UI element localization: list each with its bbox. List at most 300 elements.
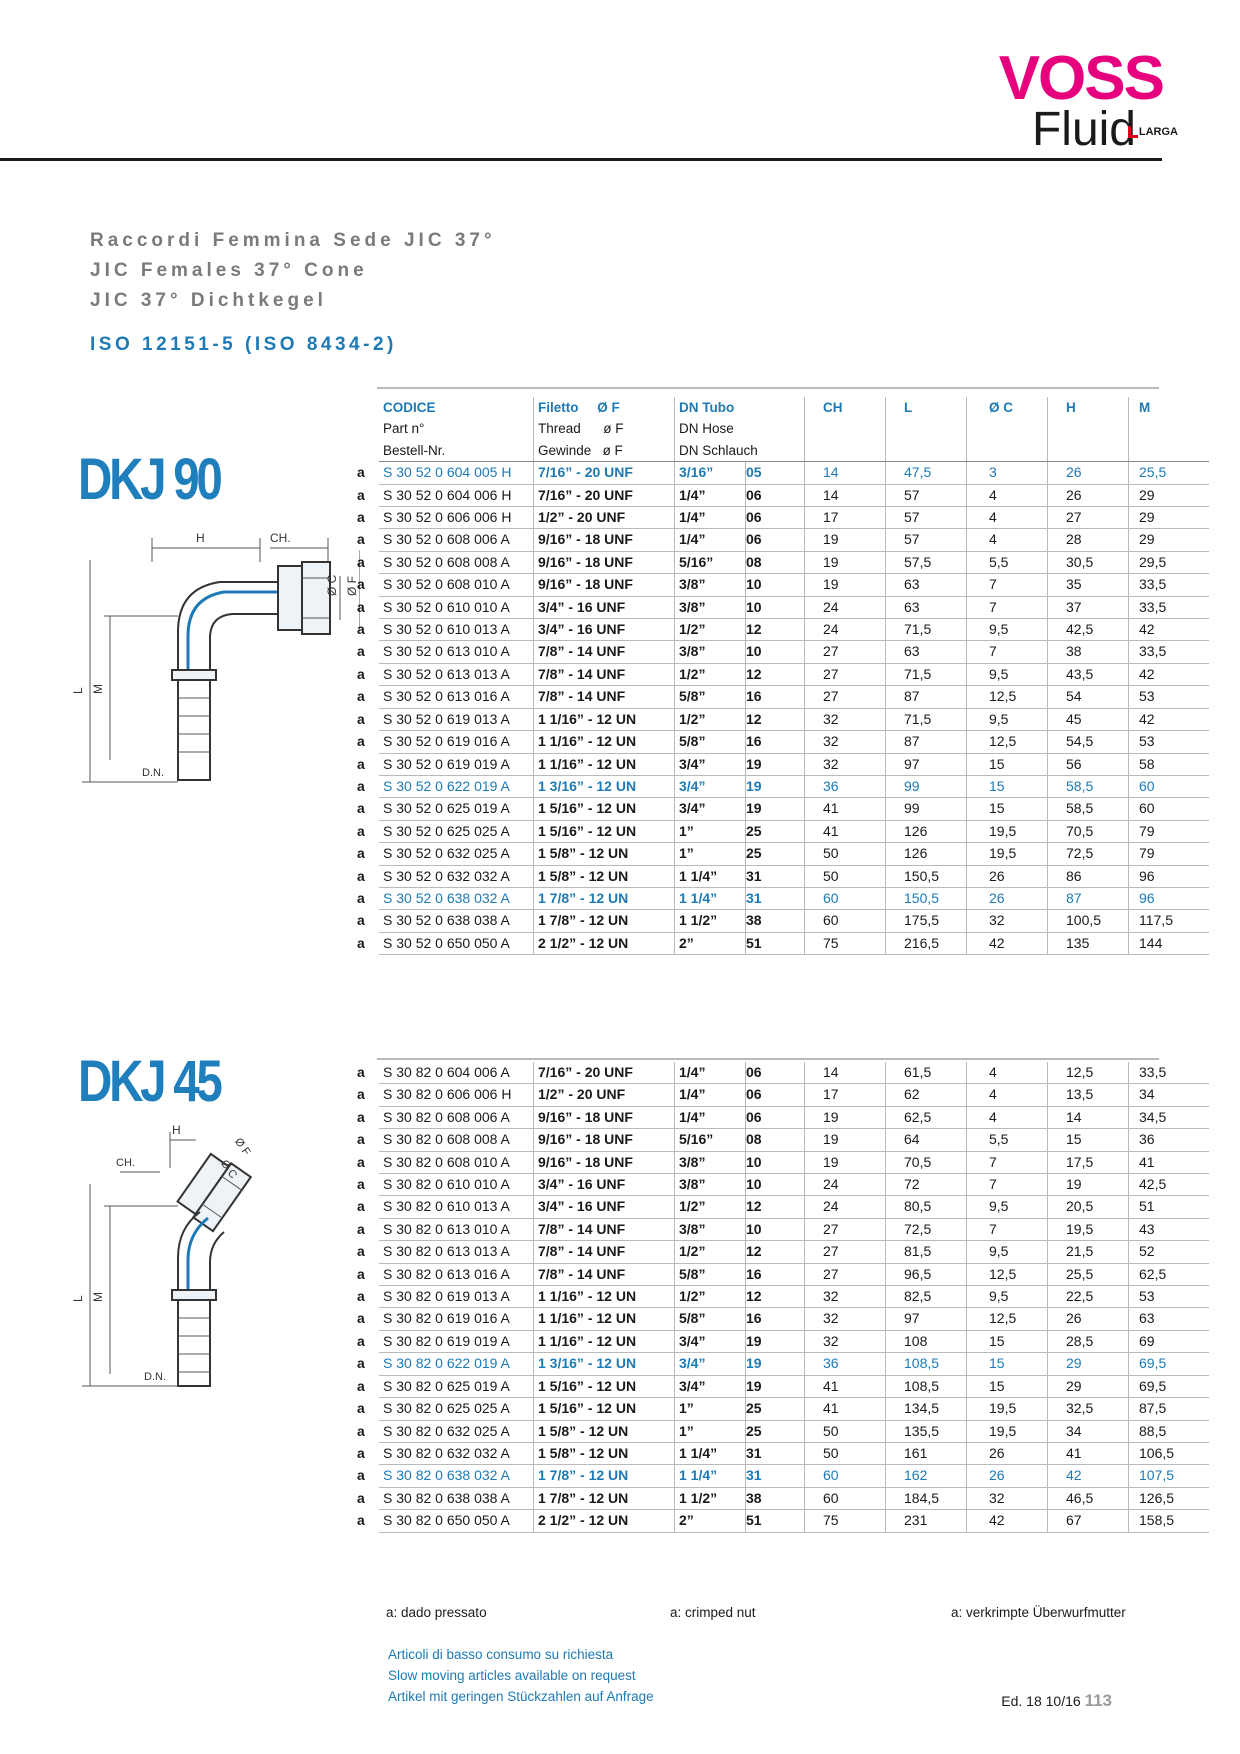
dn-size: 1/2” [675, 708, 746, 730]
c-value: 19,5 [967, 820, 1048, 842]
row-mark: a [357, 1377, 365, 1394]
part-number: S 30 52 0 610 010 A [379, 596, 534, 618]
ch-value: 17 [805, 1084, 886, 1106]
ch-value: 27 [805, 663, 886, 685]
dn-number: 12 [746, 708, 805, 730]
dn-number: 38 [746, 1487, 805, 1509]
dn-size: 3/8” [675, 1174, 746, 1196]
ch-value: 24 [805, 596, 886, 618]
dn-size: 5/8” [675, 1263, 746, 1285]
m-value: 42 [1129, 619, 1210, 641]
table-row [355, 932, 1209, 954]
part-number: S 30 52 0 625 025 A [379, 820, 534, 842]
c-value: 9,5 [967, 1241, 1048, 1263]
ch-value: 32 [805, 708, 886, 730]
dn-size: 1” [675, 1420, 746, 1442]
part-number: S 30 52 0 604 006 H [379, 484, 534, 506]
ch-value: 27 [805, 641, 886, 663]
l-value: 162 [886, 1465, 967, 1487]
m-value: 42 [1129, 663, 1210, 685]
l-value: 63 [886, 641, 967, 663]
thread: 9/16” - 18 UNF [534, 551, 675, 573]
part-number: S 30 82 0 625 019 A [379, 1375, 534, 1397]
ch-value: 24 [805, 1174, 886, 1196]
row-mark: a [357, 1332, 365, 1349]
h-value: 29 [1048, 1375, 1129, 1397]
c-value: 4 [967, 507, 1048, 529]
row-mark: a [357, 777, 365, 794]
h-value: 87 [1048, 887, 1129, 909]
row-mark: a [357, 1288, 365, 1305]
c-value: 12,5 [967, 686, 1048, 708]
l-value: 97 [886, 1308, 967, 1330]
part-number: S 30 52 0 619 013 A [379, 708, 534, 730]
thread: 1 7/8” - 12 UN [534, 910, 675, 932]
ch-value: 32 [805, 1286, 886, 1308]
dn-size: 1/2” [675, 1196, 746, 1218]
row-mark: a [357, 665, 365, 682]
row-mark: a [357, 822, 365, 839]
dn-size: 5/8” [675, 686, 746, 708]
dkj45-dim-ch: CH. [116, 1157, 135, 1169]
hdr-dntubo: DN Tubo [679, 400, 735, 415]
m-value: 87,5 [1129, 1398, 1210, 1420]
dn-size: 3/4” [675, 753, 746, 775]
hdr-codice: CODICE [383, 400, 436, 415]
thread: 7/8” - 14 UNF [534, 1241, 675, 1263]
thread: 1 5/8” - 12 UN [534, 1442, 675, 1464]
dn-size: 2” [675, 932, 746, 954]
ch-value: 50 [805, 865, 886, 887]
dn-size: 3/4” [675, 1375, 746, 1397]
h-value: 27 [1048, 507, 1129, 529]
table-row [355, 1465, 1209, 1487]
ch-value: 27 [805, 686, 886, 708]
part-number: S 30 52 0 638 038 A [379, 910, 534, 932]
m-value: 36 [1129, 1129, 1210, 1151]
row-mark: a [357, 509, 365, 526]
l-value: 216,5 [886, 932, 967, 954]
c-value: 19,5 [967, 1398, 1048, 1420]
dn-size: 3/8” [675, 574, 746, 596]
thread: 1 5/16” - 12 UN [534, 798, 675, 820]
dn-number: 25 [746, 843, 805, 865]
table-row [355, 1263, 1209, 1285]
thread: 1/2” - 20 UNF [534, 1084, 675, 1106]
m-value: 42 [1129, 708, 1210, 730]
title-english: JIC Females 37° Cone [90, 260, 368, 281]
part-number: S 30 52 0 608 006 A [379, 529, 534, 551]
thread: 1 1/16” - 12 UN [534, 1286, 675, 1308]
thread: 7/8” - 14 UNF [534, 641, 675, 663]
row-mark: a [357, 553, 365, 570]
h-value: 45 [1048, 708, 1129, 730]
hdr-thread-en: Thread [538, 421, 581, 437]
dn-number: 51 [746, 1510, 805, 1532]
dn-number: 16 [746, 1308, 805, 1330]
dn-size: 1” [675, 1398, 746, 1420]
part-number: S 30 52 0 632 025 A [379, 843, 534, 865]
hdr-phiF: Ø F [597, 400, 620, 415]
dn-number: 06 [746, 507, 805, 529]
thread: 1 1/16” - 12 UN [534, 1308, 675, 1330]
thread: 7/16” - 20 UNF [534, 484, 675, 506]
dn-number: 10 [746, 1151, 805, 1173]
m-value: 43 [1129, 1218, 1210, 1240]
row-mark: a [357, 800, 365, 817]
ch-value: 32 [805, 1308, 886, 1330]
table-row [355, 1151, 1209, 1173]
dkj90-drawing [60, 520, 360, 790]
dn-number: 12 [746, 1241, 805, 1263]
part-number: S 30 52 0 638 032 A [379, 887, 534, 909]
dn-size: 1/4” [675, 529, 746, 551]
row-mark: a [357, 845, 365, 862]
row-mark: a [357, 688, 365, 705]
row-mark: a [357, 733, 365, 750]
ch-value: 50 [805, 1420, 886, 1442]
l-value: 175,5 [886, 910, 967, 932]
h-value: 72,5 [1048, 843, 1129, 865]
ch-value: 19 [805, 529, 886, 551]
l-value: 99 [886, 798, 967, 820]
row-mark: a [357, 1131, 365, 1148]
ch-value: 41 [805, 1375, 886, 1397]
part-number: S 30 82 0 650 050 A [379, 1510, 534, 1532]
dkj90-dim-f: Ø F [345, 576, 359, 596]
hdr-gewinde: Gewinde [538, 442, 592, 458]
table-row [355, 1218, 1209, 1240]
part-number: S 30 52 0 608 010 A [379, 574, 534, 596]
dn-size: 3/16” [675, 462, 746, 484]
table-row [355, 798, 1209, 820]
dkj90-dim-h: H [196, 531, 205, 545]
row-mark: a [357, 889, 365, 906]
table-row [355, 619, 1209, 641]
table-row [355, 484, 1209, 506]
table-row [355, 708, 1209, 730]
c-value: 9,5 [967, 619, 1048, 641]
part-number: S 30 52 0 619 019 A [379, 753, 534, 775]
l-value: 61,5 [886, 1062, 967, 1084]
m-value: 33,5 [1129, 641, 1210, 663]
dn-number: 31 [746, 865, 805, 887]
slow-moving-english: Slow moving articles available on request [388, 1668, 636, 1683]
row-mark: a [357, 1355, 365, 1372]
row-mark: a [357, 755, 365, 772]
c-value: 7 [967, 1151, 1048, 1173]
table-row [355, 1442, 1209, 1464]
dn-number: 10 [746, 1218, 805, 1240]
m-value: 79 [1129, 843, 1210, 865]
h-value: 58,5 [1048, 775, 1129, 797]
dn-size: 1 1/2” [675, 1487, 746, 1509]
dn-number: 19 [746, 1353, 805, 1375]
dn-number: 16 [746, 1263, 805, 1285]
dkj45-dim-l: L [71, 1295, 85, 1302]
l-value: 64 [886, 1129, 967, 1151]
part-number: S 30 82 0 613 010 A [379, 1218, 534, 1240]
dn-size: 1/2” [675, 663, 746, 685]
table-row [355, 1420, 1209, 1442]
dn-size: 3/4” [675, 1353, 746, 1375]
part-number: S 30 82 0 604 006 A [379, 1062, 534, 1084]
h-value: 13,5 [1048, 1084, 1129, 1106]
l-value: 62 [886, 1084, 967, 1106]
thread: 1 7/8” - 12 UN [534, 887, 675, 909]
ch-value: 19 [805, 1106, 886, 1128]
c-value: 26 [967, 1442, 1048, 1464]
row-mark: a [357, 1108, 365, 1125]
row-mark: a [357, 1400, 365, 1417]
thread: 9/16” - 18 UNF [534, 574, 675, 596]
l-value: 80,5 [886, 1196, 967, 1218]
part-number: S 30 82 0 632 032 A [379, 1442, 534, 1464]
ch-value: 19 [805, 1129, 886, 1151]
c-value: 9,5 [967, 663, 1048, 685]
h-value: 70,5 [1048, 820, 1129, 842]
dkj45-table [355, 1062, 1209, 1533]
h-value: 17,5 [1048, 1151, 1129, 1173]
table-row [355, 1196, 1209, 1218]
dn-number: 06 [746, 1106, 805, 1128]
row-mark: a [357, 1422, 365, 1439]
dn-size: 1/2” [675, 1241, 746, 1263]
part-number: S 30 82 0 632 025 A [379, 1420, 534, 1442]
c-value: 9,5 [967, 708, 1048, 730]
l-value: 99 [886, 775, 967, 797]
dn-number: 19 [746, 1375, 805, 1397]
ch-value: 32 [805, 731, 886, 753]
c-value: 4 [967, 1106, 1048, 1128]
table-row [355, 1084, 1209, 1106]
l-value: 135,5 [886, 1420, 967, 1442]
dn-number: 06 [746, 529, 805, 551]
title-italian: Raccordi Femmina Sede JIC 37° [90, 230, 496, 251]
thread: 9/16” - 18 UNF [534, 529, 675, 551]
c-value: 32 [967, 1487, 1048, 1509]
dn-size: 1/4” [675, 1106, 746, 1128]
ch-value: 41 [805, 820, 886, 842]
l-value: 70,5 [886, 1151, 967, 1173]
c-value: 19,5 [967, 1420, 1048, 1442]
thread: 7/8” - 14 UNF [534, 686, 675, 708]
m-value: 51 [1129, 1196, 1210, 1218]
dn-number: 12 [746, 619, 805, 641]
l-value: 47,5 [886, 462, 967, 484]
dn-number: 12 [746, 663, 805, 685]
thread: 1 5/16” - 12 UN [534, 820, 675, 842]
h-value: 30,5 [1048, 551, 1129, 573]
dn-size: 1 1/4” [675, 1442, 746, 1464]
c-value: 5,5 [967, 551, 1048, 573]
row-mark: a [357, 531, 365, 548]
l-value: 97 [886, 753, 967, 775]
iso-standard: ISO 12151-5 (ISO 8434-2) [90, 334, 397, 355]
ch-value: 14 [805, 1062, 886, 1084]
m-value: 158,5 [1129, 1510, 1210, 1532]
h-value: 14 [1048, 1106, 1129, 1128]
table-row [355, 887, 1209, 909]
dn-size: 3/8” [675, 596, 746, 618]
dn-size: 5/8” [675, 1308, 746, 1330]
row-mark: a [357, 1444, 365, 1461]
part-number: S 30 82 0 610 010 A [379, 1174, 534, 1196]
h-value: 34 [1048, 1420, 1129, 1442]
row-mark: a [357, 1153, 365, 1170]
l-value: 81,5 [886, 1241, 967, 1263]
dn-size: 1/4” [675, 507, 746, 529]
thread: 1 7/8” - 12 UN [534, 1487, 675, 1509]
h-value: 15 [1048, 1129, 1129, 1151]
table-row [355, 529, 1209, 551]
h-value: 135 [1048, 932, 1129, 954]
thread: 9/16” - 18 UNF [534, 1106, 675, 1128]
dkj90-table-header [355, 397, 1209, 462]
part-number: S 30 82 0 613 013 A [379, 1241, 534, 1263]
dn-size: 1” [675, 843, 746, 865]
hdr-dnhose: DN Hose [679, 421, 734, 437]
l-value: 72 [886, 1174, 967, 1196]
dn-number: 10 [746, 641, 805, 663]
part-number: S 30 52 0 632 032 A [379, 865, 534, 887]
row-mark: a [357, 1512, 365, 1529]
thread: 1 3/16” - 12 UN [534, 775, 675, 797]
voss-logo: VOSS [998, 44, 1163, 113]
h-value: 86 [1048, 865, 1129, 887]
dn-size: 3/8” [675, 641, 746, 663]
hdr-bestell: Bestell-Nr. [383, 442, 446, 458]
ch-value: 14 [805, 462, 886, 484]
hdr-thread [534, 397, 675, 462]
thread: 3/4” - 16 UNF [534, 1196, 675, 1218]
m-value: 60 [1129, 775, 1210, 797]
dn-size: 3/8” [675, 1151, 746, 1173]
part-number: S 30 52 0 613 016 A [379, 686, 534, 708]
c-value: 15 [967, 753, 1048, 775]
l-value: 126 [886, 843, 967, 865]
ch-value: 75 [805, 1510, 886, 1532]
table-row [355, 1241, 1209, 1263]
ch-value: 19 [805, 1151, 886, 1173]
row-mark: a [357, 1220, 365, 1237]
ch-value: 41 [805, 1398, 886, 1420]
h-value: 67 [1048, 1510, 1129, 1532]
h-value: 46,5 [1048, 1487, 1129, 1509]
c-value: 26 [967, 865, 1048, 887]
l-value: 134,5 [886, 1398, 967, 1420]
thread: 1 5/8” - 12 UN [534, 865, 675, 887]
row-mark: a [357, 643, 365, 660]
ch-value: 27 [805, 1218, 886, 1240]
dn-size: 1/4” [675, 1084, 746, 1106]
table-row [355, 1062, 1209, 1084]
row-mark: a [357, 1176, 365, 1193]
dkj90-label: DKJ 90 [78, 447, 220, 512]
h-value: 26 [1048, 1308, 1129, 1330]
table-row [355, 1308, 1209, 1330]
dn-number: 31 [746, 1442, 805, 1464]
ch-value: 32 [805, 1330, 886, 1352]
m-value: 29 [1129, 529, 1210, 551]
row-mark: a [357, 1265, 365, 1282]
m-value: 42,5 [1129, 1174, 1210, 1196]
part-number: S 30 52 0 619 016 A [379, 731, 534, 753]
dn-number: 38 [746, 910, 805, 932]
m-value: 126,5 [1129, 1487, 1210, 1509]
c-value: 7 [967, 1218, 1048, 1240]
table-row [355, 820, 1209, 842]
part-number: S 30 82 0 622 019 A [379, 1353, 534, 1375]
dn-number: 06 [746, 484, 805, 506]
row-mark: a [357, 598, 365, 615]
ch-value: 17 [805, 507, 886, 529]
dn-size: 3/4” [675, 775, 746, 797]
ch-value: 50 [805, 1442, 886, 1464]
l-value: 57,5 [886, 551, 967, 573]
dkj45-table-top-rule [377, 1058, 1159, 1060]
c-value: 7 [967, 1174, 1048, 1196]
h-value: 43,5 [1048, 663, 1129, 685]
dkj45-dim-dn: D.N. [144, 1371, 166, 1383]
h-value: 22,5 [1048, 1286, 1129, 1308]
h-value: 19 [1048, 1174, 1129, 1196]
l-value: 63 [886, 596, 967, 618]
hdr-dn [675, 397, 805, 462]
dkj90-table [355, 397, 1209, 955]
table-row [355, 1398, 1209, 1420]
thread: 1/2” - 20 UNF [534, 507, 675, 529]
table-row [355, 1174, 1209, 1196]
dn-number: 19 [746, 775, 805, 797]
m-value: 96 [1129, 887, 1210, 909]
c-value: 5,5 [967, 1129, 1048, 1151]
row-mark: a [357, 1467, 365, 1484]
part-number: S 30 52 0 650 050 A [379, 932, 534, 954]
table-row [355, 686, 1209, 708]
dn-number: 05 [746, 462, 805, 484]
dn-number: 25 [746, 1420, 805, 1442]
c-value: 3 [967, 462, 1048, 484]
m-value: 79 [1129, 820, 1210, 842]
dn-size: 1 1/2” [675, 910, 746, 932]
c-value: 15 [967, 775, 1048, 797]
l-value: 82,5 [886, 1286, 967, 1308]
l-value: 231 [886, 1510, 967, 1532]
thread: 9/16” - 18 UNF [534, 1151, 675, 1173]
row-mark: a [357, 867, 365, 884]
table-row [355, 462, 1209, 484]
larga-text: LARGA [1138, 126, 1178, 138]
c-value: 26 [967, 887, 1048, 909]
l-value: 150,5 [886, 865, 967, 887]
dn-number: 31 [746, 887, 805, 909]
table-row [355, 641, 1209, 663]
l-value: 71,5 [886, 708, 967, 730]
thread: 7/8” - 14 UNF [534, 663, 675, 685]
slow-moving-italian: Articoli di basso consumo su richiesta [388, 1647, 614, 1662]
m-value: 29 [1129, 484, 1210, 506]
c-value: 4 [967, 1062, 1048, 1084]
part-number: S 30 82 0 619 019 A [379, 1330, 534, 1352]
dkj90-dim-m: M [91, 684, 105, 694]
hdr-ch: CH [805, 397, 886, 462]
c-value: 42 [967, 932, 1048, 954]
ch-value: 60 [805, 887, 886, 909]
dn-size: 5/16” [675, 1129, 746, 1151]
hdr-phiF2: ø F [603, 421, 624, 437]
dkj45-table-body [355, 1062, 1209, 1532]
